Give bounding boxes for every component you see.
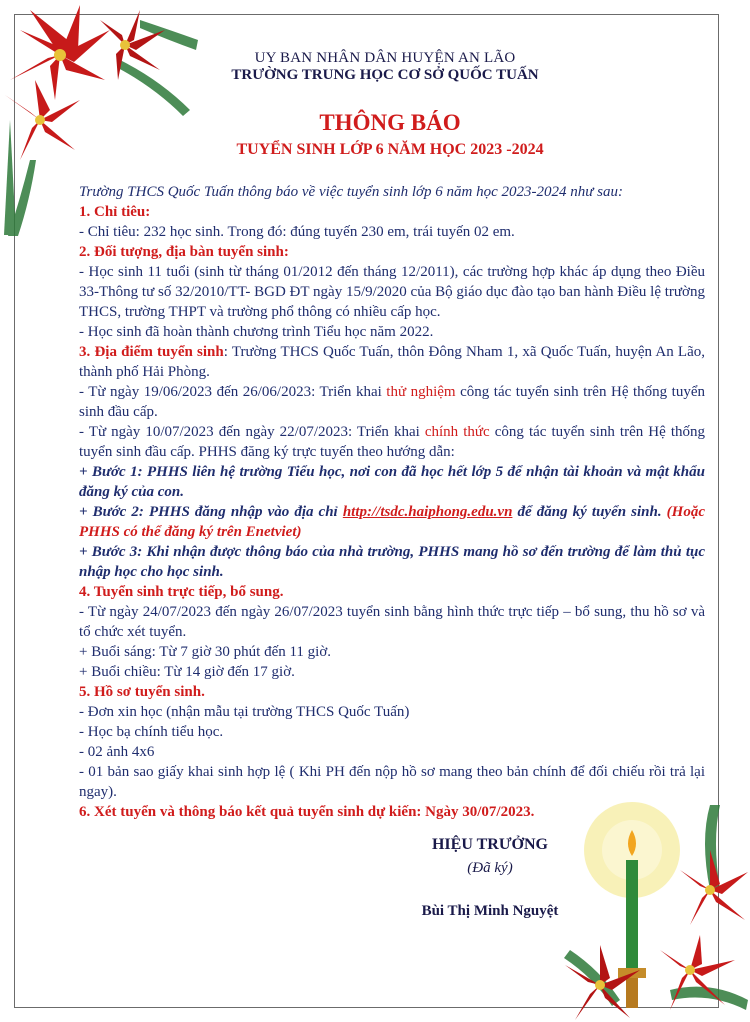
- school-name: TRƯỜNG TRUNG HỌC CƠ SỞ QUỐC TUẤN: [231, 67, 539, 83]
- section-3-location: [79, 342, 705, 382]
- section-5-line-2: - Học bạ chính tiểu học.: [79, 724, 224, 740]
- section-6-heading: 6. Xét tuyển và thông báo kết quả tuyển sinh dự kiến: Ngày 30/07/2023.: [79, 804, 535, 820]
- page-subtitle: TUYỂN SINH LỚP 6 NĂM HỌC 2023 -2024: [236, 141, 544, 158]
- section-4-heading: 4. Tuyển sinh trực tiếp, bổ sung.: [79, 584, 284, 600]
- intro-text: Trường THCS Quốc Tuấn thông báo về việc tuyển sinh lớp 6 năm học 2023-2024 như sau:: [79, 184, 624, 200]
- step-2-enetviet-note: (Hoặc PHHS có thể đăng ký trên Enetviet): [79, 504, 705, 540]
- section-3-address: : Trường THCS Quốc Tuấn, thôn Đông Nham 1, xã Quốc Tuấn, huyện An Lão, thành phố Hải Phòng.: [79, 344, 705, 380]
- signatory-name: Bùi Thị Minh Nguyệt: [421, 903, 559, 919]
- section-1-line: - Chỉ tiêu: 232 học sinh. Trong đó: đúng tuyến 230 em, trái tuyến 02 em.: [79, 224, 515, 240]
- registration-link[interactable]: http://tsdc.haiphong.edu.vn: [342, 504, 513, 520]
- trial-text-a: - Từ ngày 19/06/2023 đến 26/06/2023: Triển khai: [79, 384, 387, 400]
- notice-body: [79, 182, 705, 822]
- step-3: + Bước 3: Khi nhận được thông báo của nhà trường, PHHS mang hồ sơ đến trường để làm thủ tục nhập học cho học sinh.: [79, 544, 705, 580]
- section-1-heading: 1. Chỉ tiêu:: [79, 204, 151, 220]
- signature-role: HIỆU TRƯỞNG: [431, 836, 548, 853]
- page-title: THÔNG BÁO: [319, 110, 461, 135]
- section-5-heading: 5. Hồ sơ tuyển sinh.: [79, 684, 205, 700]
- section-2-heading: 2. Đối tượng, địa bàn tuyển sinh:: [79, 244, 289, 260]
- section-4-line-1: - Từ ngày 24/07/2023 đến ngày 26/07/2023 tuyển sinh bằng hình thức trực tiếp – bổ sung, thu hồ sơ và tổ chức xét tuyển.: [79, 604, 705, 640]
- section-2-line-2: - Học sinh đã hoàn thành chương trình Tiểu học năm 2022.: [79, 324, 434, 340]
- step-1: + Bước 1: PHHS liên hệ trường Tiểu học, nơi con đã học hết lớp 5 để nhận tài khoản và mật khẩu đăng ký của con.: [79, 464, 705, 500]
- section-5-line-4: - 01 bản sao giấy khai sinh hợp lệ ( Khi PH đến nộp hồ sơ mang theo bản chính để đối chiếu rồi trả lại ngay).: [79, 764, 705, 800]
- section-3-heading: 3. Địa điểm tuyển sinh: [79, 344, 224, 360]
- signature-status: (Đã ký): [467, 860, 513, 876]
- step-2-text-a: + Bước 2: PHHS đăng nhập vào địa chỉ: [79, 504, 343, 520]
- official-text-a: - Từ ngày 10/07/2023 đến ngày 22/07/2023: Triển khai: [79, 424, 425, 440]
- official-period-line: [79, 422, 705, 462]
- trial-period-line: [79, 382, 705, 422]
- section-5-line-3: - 02 ảnh 4x6: [79, 744, 155, 760]
- official-text-c: công tác tuyển sinh trên Hệ thống tuyển sinh đầu cấp. PHHS đăng ký trực tuyến theo hướng dẫn:: [79, 424, 706, 460]
- section-4-morning: + Buổi sáng: Từ 7 giờ 30 phút đến 11 giờ.: [79, 644, 332, 660]
- step-2-text-b: để đăng ký tuyển sinh.: [512, 504, 667, 520]
- section-4-afternoon: + Buổi chiều: Từ 14 giờ đến 17 giờ.: [79, 664, 295, 680]
- official-highlight: chính thức: [424, 424, 490, 440]
- committee-name: UY BAN NHÂN DÂN HUYỆN AN LÃO: [254, 50, 516, 66]
- trial-highlight: thử nghiệm: [386, 384, 456, 400]
- step-2: [79, 502, 705, 542]
- trial-text-c: công tác tuyển sinh trên Hệ thống tuyển sinh đầu cấp.: [79, 384, 705, 420]
- section-5-line-1: - Đơn xin học (nhận mẫu tại trường THCS Quốc Tuấn): [79, 704, 410, 720]
- section-2-line-1: - Học sinh 11 tuổi (sinh từ tháng 01/2012 đến tháng 12/2011), các trường hợp khác áp dụng theo Điều 33-Thông tư số 32/2010/TT- BGD ĐT ngày 15/9/2020 của Bộ giáo dục đào tạo ban hành Điều lệ trường THCS, trường THPT và trường phổ thông có nhiều cấp học.: [79, 264, 705, 320]
